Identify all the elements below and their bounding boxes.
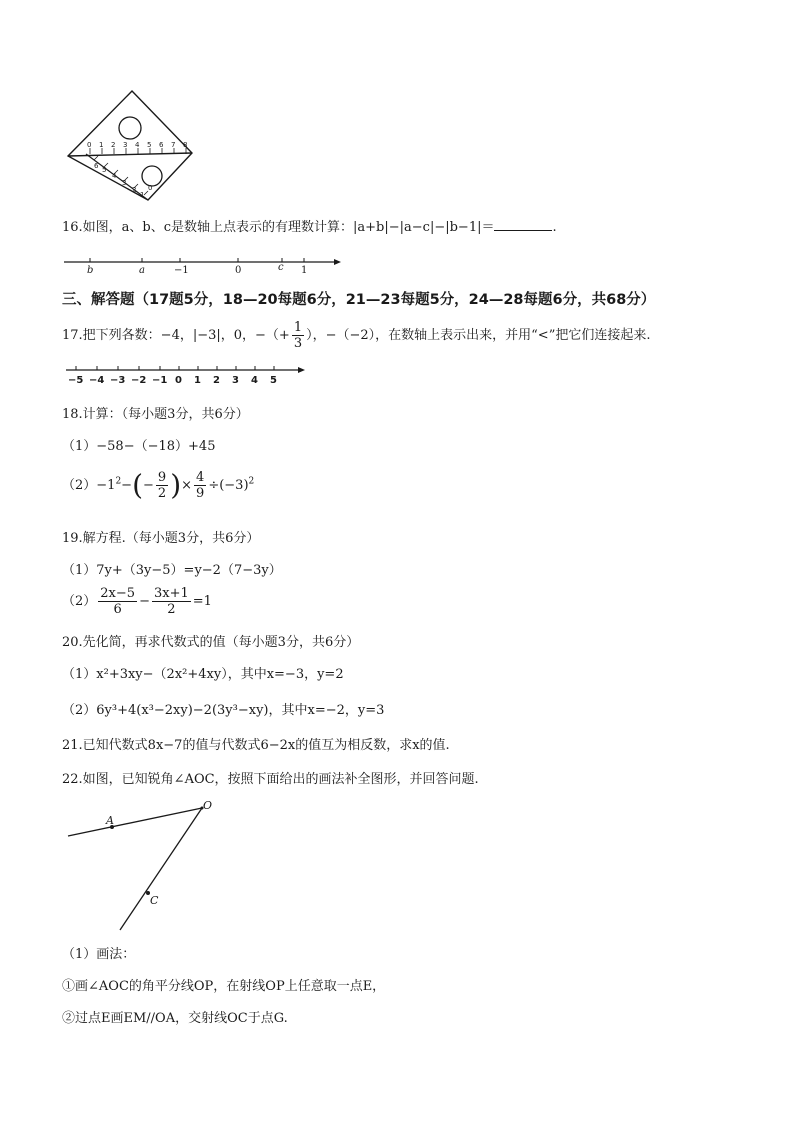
q18-p2-exp: 2 [115,476,122,487]
q17-axis-neg2: −2 [131,375,147,386]
q19-part1: （1）7y+（3y−5）=y−2（7−3y） [62,563,282,578]
ruler-bottom-tick-0: 6 [94,162,99,170]
ruler-top-tick-7: 7 [171,141,176,149]
q16-axis-label-a: a [139,265,145,276]
ruler-top-tick-3: 3 [123,141,128,149]
q18-p2-frac2-num: 4 [196,470,205,485]
q16-axis-label-1: 1 [301,265,308,276]
ruler-top-tick-1: 1 [99,141,104,149]
q18-title: 18.计算：（每小题3分，共6分） [62,407,249,422]
q18-p2-lparen: ( [132,468,144,502]
q21-text: 21.已知代数式8x−7的值与代数式6−2x的值互为相反数，求x的值. [62,738,450,753]
q18-p2-prefix: （2）−1 [62,478,116,493]
q16-axis-label-c: c [278,262,284,273]
q16-axis-label-0: 0 [235,265,242,276]
q17-axis-neg1: −1 [152,375,168,386]
q18-p2-rest-exp: 2 [248,476,255,487]
ruler-bottom-tick-6: 0 [148,184,153,192]
q18-p2-frac2 [194,470,206,501]
q19-part2 [62,586,212,617]
q17-axis-2: 2 [213,375,220,386]
q17-prefix: 17.把下列各数：−4，|−3|，0，−（+ [62,328,290,343]
q19-p2-label: （2） [62,594,97,609]
q16-text [62,218,557,237]
q18-part1: （1）−58−（−18）+45 [62,439,216,454]
q22-label-a: A [106,814,114,827]
q18-p2-frac2-den: 9 [196,486,205,501]
ruler-bottom-tick-4: 2 [132,186,137,194]
q17-frac-den: 3 [293,336,303,351]
q19-p2-frac2 [152,586,191,617]
q18-part2 [62,470,254,501]
ruler-top-tick-2: 2 [111,141,116,149]
q17-text [62,320,650,351]
q16-number-line [62,254,342,276]
q22-step2: ②过点E画EM//OA，交射线OC于点G. [62,1011,288,1026]
q18-p2-frac-sign: − [143,478,154,493]
q18-p2-frac1 [156,470,168,501]
q22-text: 22.如图，已知锐角∠AOC，按照下面给出的画法补全图形，并回答问题. [62,772,479,787]
q17-axis-3: 3 [232,375,239,386]
ruler-bottom-tick-1: 5 [102,166,107,174]
q19-title: 19.解方程.（每小题3分，共6分） [62,531,260,546]
ruler-figure [60,88,200,203]
q18-p2-frac1-num: 9 [157,470,167,485]
q18-p2-rparen: ) [170,468,182,502]
q17-axis-neg3: −3 [110,375,126,386]
q20-part1: （1）x²+3xy−（2x²+4xy），其中x=−3，y=2 [62,667,344,682]
ruler-bottom-tick-2: 4 [112,172,117,180]
q17-axis-0: 0 [175,375,182,386]
q17-axis-neg4: −4 [89,375,105,386]
q18-p2-times: × [181,478,193,493]
ruler-bottom-tick-5: 1 [140,191,145,199]
q22-method: （1）画法： [62,947,136,962]
q18-p2-rest: ÷(−3) [208,478,249,493]
q22-label-c: C [150,894,159,907]
ruler-top-tick-5: 5 [147,141,152,149]
ruler-top-tick-8: 8 [183,141,188,149]
q16-question: 16.如图，a、b、c是数轴上点表示的有理数计算：|a+b|−|a−c|−|b−1|＝ [62,220,495,235]
section-3-title: 三、解答题（17题5分，18—20每题6分，21—23每题5分，24—28每题6分，共68分） [62,292,656,308]
q17-axis-1: 1 [194,375,201,386]
q17-axis-5: 5 [270,375,277,386]
ruler-top-tick-0: 0 [87,141,92,149]
ruler-top-tick-4: 4 [135,141,140,149]
q16-answer-blank[interactable] [494,218,552,231]
q19-f1-den: 6 [113,602,122,617]
q16-axis-label-b: b [87,265,94,276]
q17-axis-neg5: −5 [68,375,84,386]
q22-label-o: O [203,799,213,812]
q19-f2-num: 3x+1 [153,586,189,601]
q16-end: . [552,220,557,235]
q18-p2-minus: − [121,478,133,493]
q19-eq: =1 [192,594,212,609]
q22-angle-figure [62,796,232,936]
q18-p2-frac1-den: 2 [157,486,167,501]
q19-f1-num: 2x−5 [100,586,136,601]
q22-step1: ①画∠AOC的角平分线OP，在射线OP上任意取一点E， [62,979,386,994]
q19-f2-den: 2 [167,602,176,617]
q17-suffix: ），−（−2），在数轴上表示出来，并用“<”把它们连接起来. [306,328,651,343]
q17-axis-4: 4 [251,375,258,386]
q19-p2-frac1 [98,586,137,617]
q16-axis-label-neg1: −1 [174,265,189,276]
q20-part2: （2）6y³+4(x³−2xy)−2(3y³−xy)，其中x=−2，y=3 [62,703,385,718]
q17-fraction [292,320,304,351]
ruler-top-tick-6: 6 [159,141,164,149]
q17-frac-num: 1 [293,320,303,335]
q19-minus: − [139,594,150,609]
q20-title: 20.先化简，再求代数式的值（每小题3分，共6分） [62,635,360,650]
ruler-bottom-tick-3: 3 [122,179,127,187]
q17-number-line [62,362,307,388]
